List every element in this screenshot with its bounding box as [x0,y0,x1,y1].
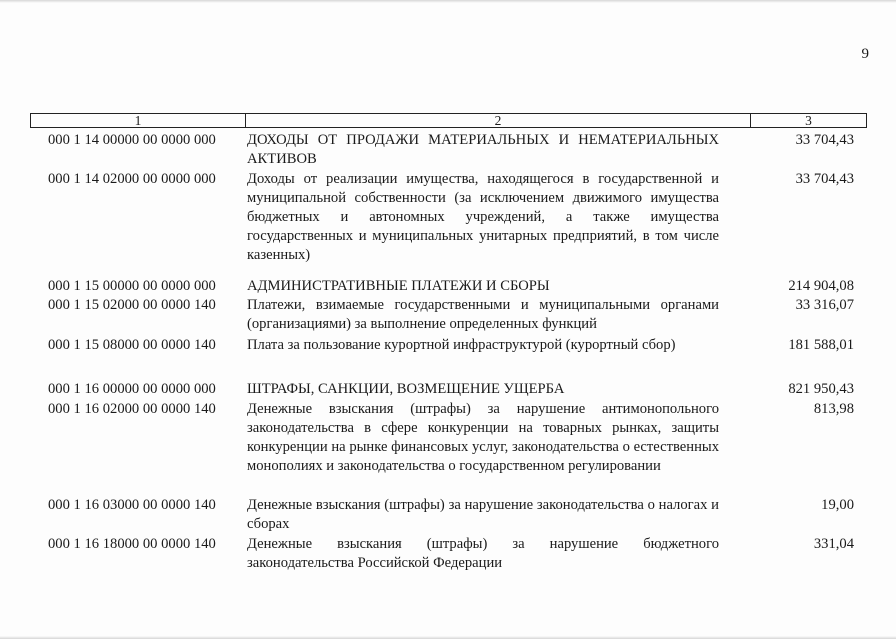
row-code: 000 1 16 02000 00 0000 140 [48,401,216,417]
row-amount: 331,04 [813,536,854,552]
row-code: 000 1 14 00000 00 0000 000 [48,132,216,148]
scan-edge-top [0,0,896,3]
header-col-code: 1 [31,114,246,127]
table-header [30,113,867,128]
row-code: 000 1 16 03000 00 0000 140 [48,497,216,513]
row-code: 000 1 16 00000 00 0000 000 [48,381,216,397]
row-code: 000 1 15 08000 00 0000 140 [48,337,216,353]
row-amount: 821 950,43 [788,381,854,397]
row-amount: 214 904,08 [788,278,854,294]
row-amount: 813,98 [813,401,854,417]
row-amount: 33 704,43 [795,171,854,187]
row-description: Плата за пользование курортной инфраструктурой (курортный сбор) [247,337,676,353]
row-code: 000 1 15 00000 00 0000 000 [48,278,216,294]
row-code: 000 1 15 02000 00 0000 140 [48,297,216,313]
row-amount: 181 588,01 [788,337,854,353]
row-description: Денежные взыскания (штрафы) за нарушение бюджетного законодательства Российской Федерации [247,536,719,571]
row-amount: 33 704,43 [795,132,854,148]
row-description: Денежные взыскания (штрафы) за нарушение антимонопольного законодательства в сфере конкуренции на товарных рынках, защиты конкуренции на рынке финансовых услуг, законодательства о естественных монополиях и законодательства о государственном регулировании [247,401,719,474]
row-description: АДМИНИСТРАТИВНЫЕ ПЛАТЕЖИ И СБОРЫ [247,278,550,294]
row-description: ДОХОДЫ ОТ ПРОДАЖИ МАТЕРИАЛЬНЫХ И НЕМАТЕРИАЛЬНЫХ АКТИВОВ [247,132,719,167]
row-description: Доходы от реализации имущества, находящегося в государственной и муниципальной собственности (за исключением движимого имущества бюджетных и автономных учреждений, а также имущества государственных и муниципальных унитарных предприятий, в том числе казенных) [247,171,719,263]
row-code: 000 1 16 18000 00 0000 140 [48,536,216,552]
row-description: Денежные взыскания (штрафы) за нарушение законодательства о налогах и сборах [247,497,719,532]
page-number: 9 [861,46,869,62]
header-col-description: 2 [246,114,751,127]
row-code: 000 1 14 02000 00 0000 000 [48,171,216,187]
row-amount: 19,00 [821,497,854,513]
row-amount: 33 316,07 [795,297,854,313]
row-description: Платежи, взимаемые государственными и муниципальными органами (организациями) за выполнение определенных функций [247,297,719,332]
row-description: ШТРАФЫ, САНКЦИИ, ВОЗМЕЩЕНИЕ УЩЕРБА [247,381,565,397]
header-col-amount: 3 [805,113,812,128]
